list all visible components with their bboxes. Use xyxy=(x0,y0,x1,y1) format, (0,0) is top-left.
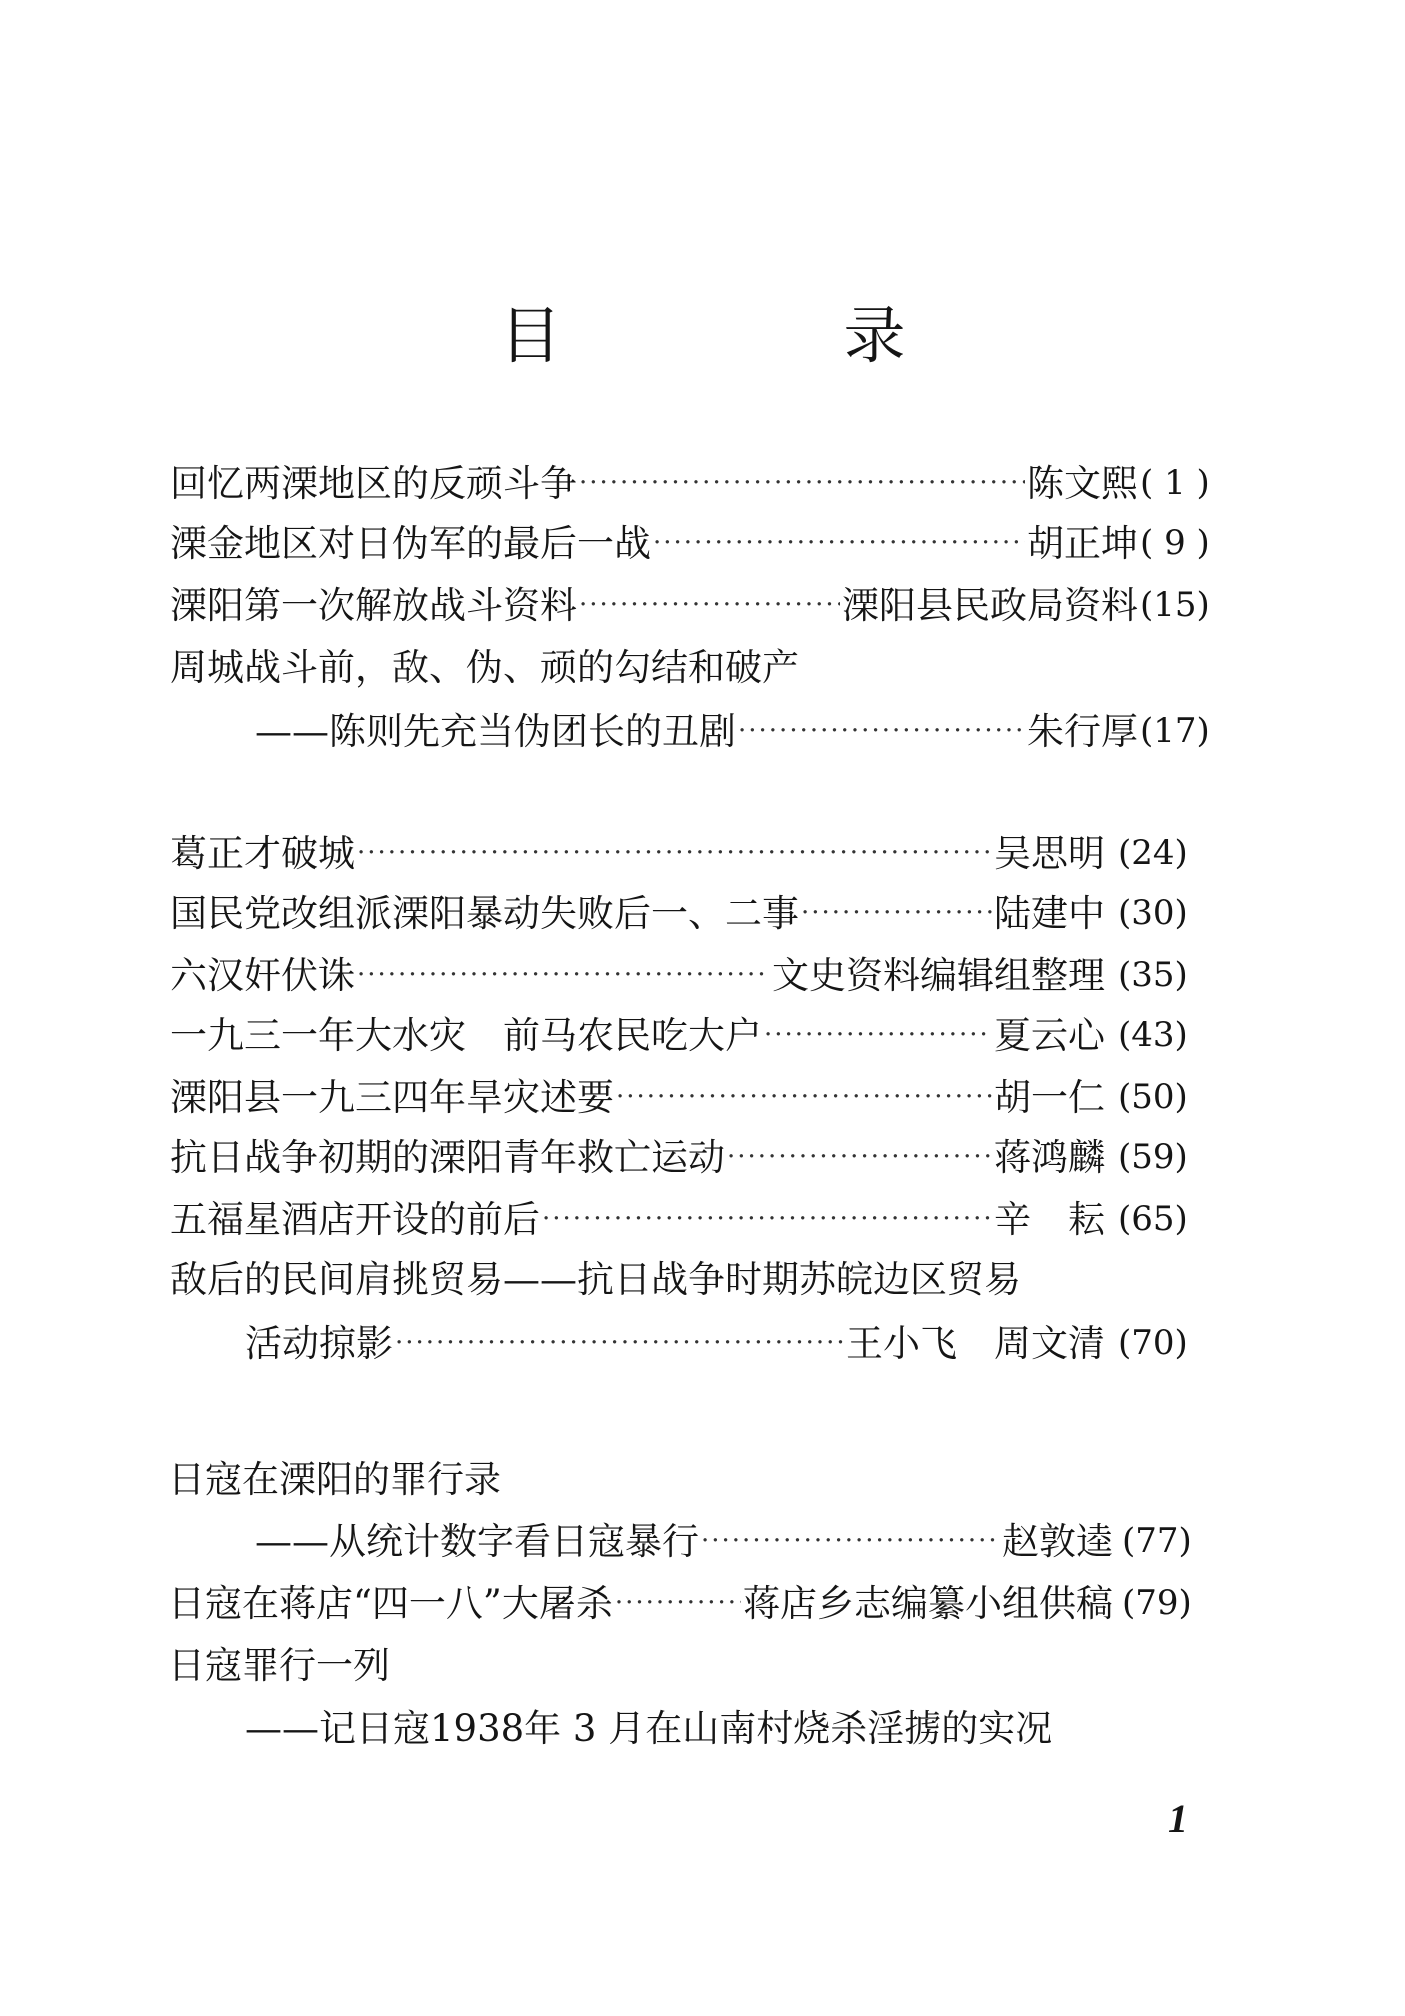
toc-entry-title: 六汉奸伏诛 xyxy=(170,953,355,997)
toc-entry-author: 蒋店乡志编纂小组供稿 xyxy=(743,1581,1113,1625)
leader-dots xyxy=(616,1084,992,1110)
toc-entry-page: ( 1 ) xyxy=(1140,463,1210,503)
leader-dots xyxy=(738,718,1025,744)
toc-entry xyxy=(168,1456,1103,1502)
leader-dots xyxy=(701,1528,1000,1554)
toc-entry-title: 五福星酒店开设的前后 xyxy=(170,1197,540,1241)
toc-entry xyxy=(245,1705,1113,1751)
toc-entry-title: 溧阳县一九三四年旱灾述要 xyxy=(170,1075,614,1119)
toc-entry-title: 日寇罪行一列 xyxy=(168,1643,390,1687)
toc-entry-page: (24) xyxy=(1118,833,1188,873)
toc-entry-title: 一九三一年大水灾 前马农民吃大户 xyxy=(170,1013,762,1057)
toc-entry xyxy=(170,830,1105,876)
page-number: 1 xyxy=(1168,1796,1188,1841)
leader-dots xyxy=(615,1590,741,1616)
toc-entry-page: (17) xyxy=(1140,711,1210,751)
toc-entry-title: 敌后的民间肩挑贸易——抗日战争时期苏皖边区贸易 xyxy=(170,1257,1021,1301)
toc-entry-title: 活动掠影 xyxy=(245,1321,393,1365)
leader-dots xyxy=(357,962,770,988)
toc-entry-author: 吴思明 xyxy=(994,831,1105,875)
toc-entry-page: (30) xyxy=(1118,893,1188,933)
toc-entry-title: 溧金地区对日伪军的最后一战 xyxy=(170,521,651,565)
toc-entry-author: 文史资料编辑组整理 xyxy=(772,953,1105,997)
leader-dots xyxy=(801,900,992,926)
toc-entry-title: 国民党改组派溧阳暴动失败后一、二事 xyxy=(170,891,799,935)
toc-entry-page: (77) xyxy=(1122,1521,1192,1561)
toc-entry-page: (43) xyxy=(1118,1015,1188,1055)
toc-entry-author: 陈文熙 xyxy=(1027,461,1138,505)
leader-dots xyxy=(727,1144,992,1170)
toc-entry xyxy=(170,952,1105,998)
toc-entry xyxy=(170,520,1138,566)
toc-entry-author: 王小飞 周文清 xyxy=(846,1321,1105,1365)
leader-dots xyxy=(764,1022,992,1048)
toc-entry xyxy=(170,1074,1105,1120)
toc-entry-page: (15) xyxy=(1140,585,1210,625)
toc-entry-author: 溧阳县民政局资料 xyxy=(842,583,1138,627)
toc-entry-author: 胡一仁 xyxy=(994,1075,1105,1119)
toc-entry-author: 朱行厚 xyxy=(1027,709,1138,753)
toc-entry-author: 辛 耘 xyxy=(994,1197,1105,1241)
toc-entry-title: 周城战斗前，敌、伪、顽的勾结和破产 xyxy=(170,645,799,689)
toc-entry xyxy=(168,1580,1113,1626)
page-title: 目 录 xyxy=(499,299,1016,372)
toc-entry-page: (79) xyxy=(1122,1583,1192,1623)
toc-entry-page: (50) xyxy=(1118,1077,1188,1117)
leader-dots xyxy=(357,840,992,866)
toc-entry-title: 葛正才破城 xyxy=(170,831,355,875)
toc-entry-title: 日寇在蒋店“四一八”大屠杀 xyxy=(168,1581,613,1625)
toc-entry-author: 蒋鸿麟 xyxy=(994,1135,1105,1179)
toc-entry-author: 陆建中 xyxy=(994,891,1105,935)
toc-entry-title: 回忆两溧地区的反顽斗争 xyxy=(170,461,577,505)
toc-entry-author: 夏云心 xyxy=(994,1013,1105,1057)
toc-entry xyxy=(170,1256,1105,1302)
toc-entry xyxy=(170,1012,1105,1058)
toc-entry-author: 胡正坤 xyxy=(1027,521,1138,565)
toc-entry-page: (65) xyxy=(1118,1199,1188,1239)
leader-dots xyxy=(542,1206,992,1232)
leader-dots xyxy=(653,530,1025,556)
toc-entry-title: ——陈则先充当伪团长的丑剧 xyxy=(255,709,736,753)
toc-entry xyxy=(170,1196,1105,1242)
leader-dots xyxy=(579,592,840,618)
toc-entry xyxy=(245,1320,1105,1366)
toc-entry xyxy=(255,708,1138,754)
toc-entry xyxy=(255,1518,1113,1564)
toc-entry xyxy=(170,460,1138,506)
toc-entry-page: (59) xyxy=(1118,1137,1188,1177)
toc-entry xyxy=(170,1134,1105,1180)
toc-entry-author: 赵敦逵 xyxy=(1002,1519,1113,1563)
leader-dots xyxy=(395,1330,844,1356)
toc-entry-title: 日寇在溧阳的罪行录 xyxy=(168,1457,501,1501)
toc-entry-title: ——记日寇1938年 3 月在山南村烧杀淫掳的实况 xyxy=(245,1706,1053,1750)
toc-entry-page: (35) xyxy=(1118,955,1188,995)
toc-entry xyxy=(170,582,1138,628)
toc-entry-page: (70) xyxy=(1118,1323,1188,1363)
toc-entry-title: 抗日战争初期的溧阳青年救亡运动 xyxy=(170,1135,725,1179)
toc-entry-title: 溧阳第一次解放战斗资料 xyxy=(170,583,577,627)
leader-dots xyxy=(579,470,1025,496)
toc-entry-page: ( 9 ) xyxy=(1140,523,1210,563)
toc-entry xyxy=(168,1642,1113,1688)
toc-entry xyxy=(170,890,1105,936)
toc-entry-title: ——从统计数字看日寇暴行 xyxy=(255,1519,699,1563)
toc-entry xyxy=(170,644,1138,690)
